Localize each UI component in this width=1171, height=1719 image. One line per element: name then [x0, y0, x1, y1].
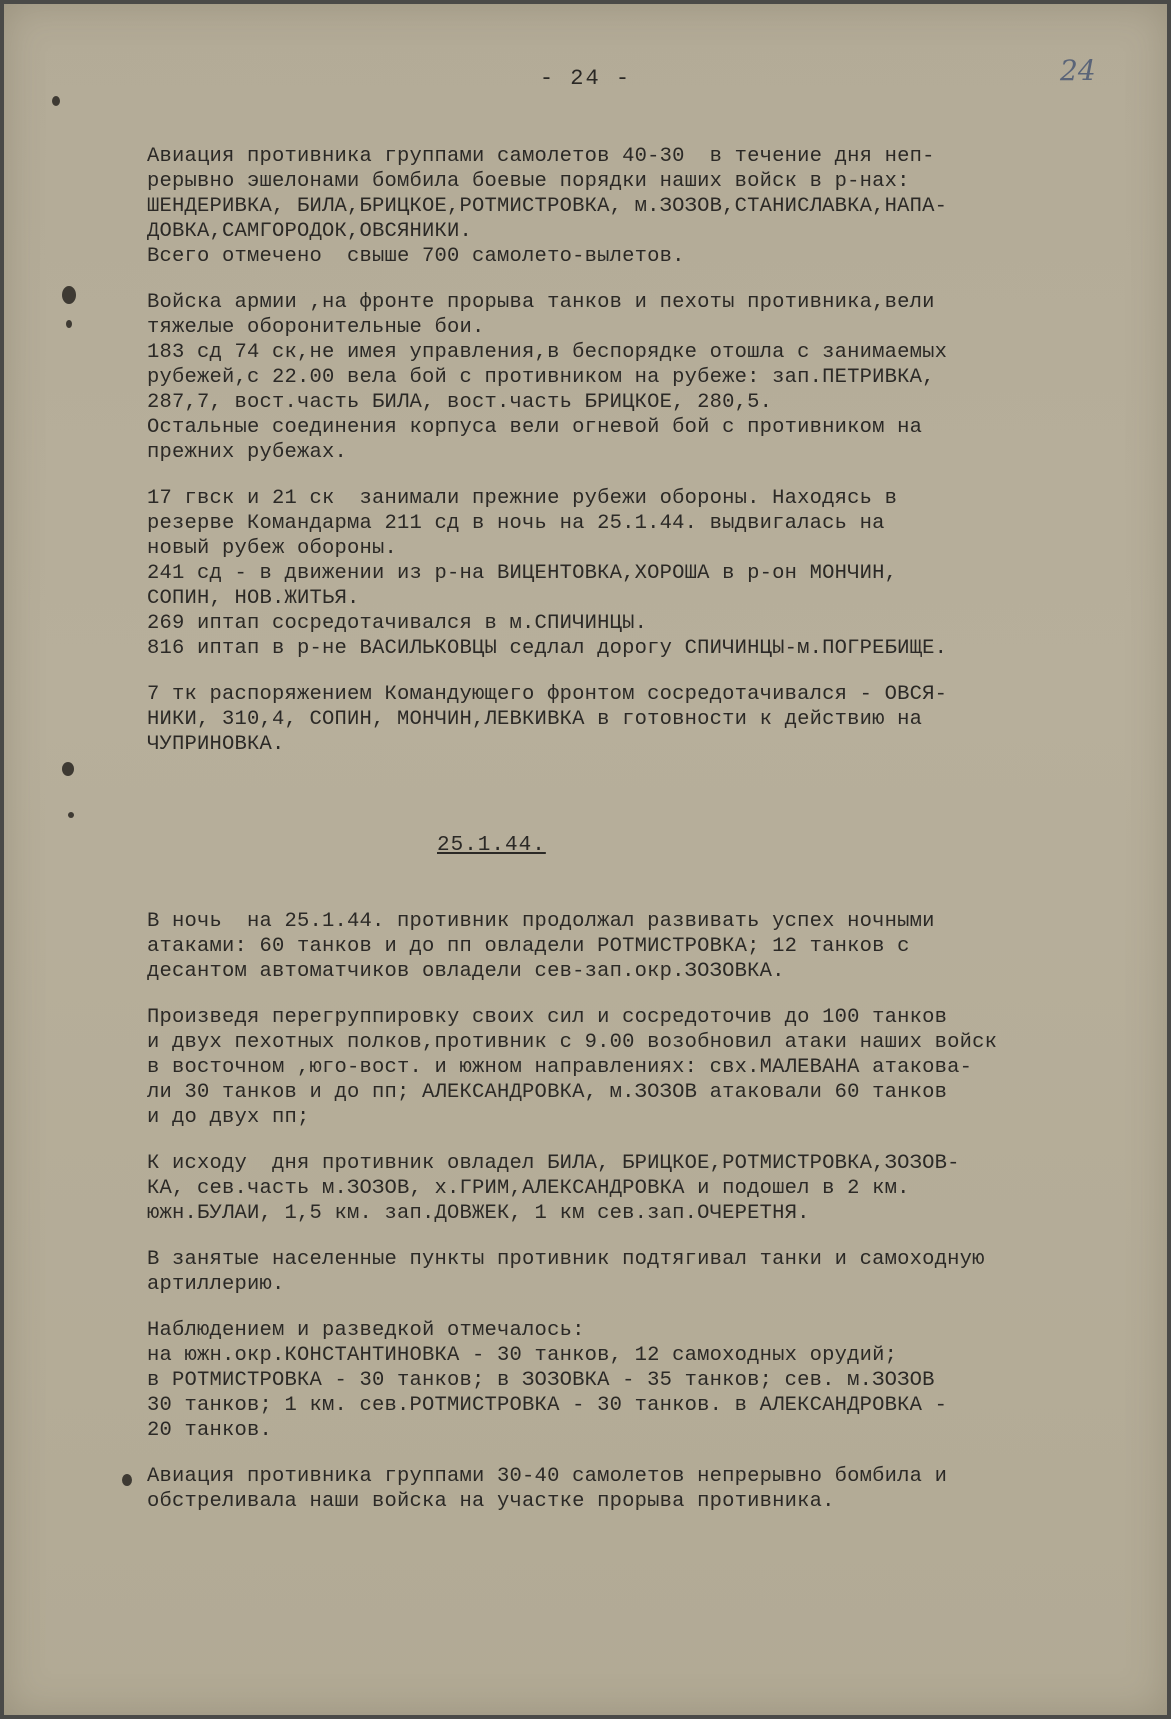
text-line: новый рубеж обороны.: [147, 537, 398, 560]
text-line: 816 иптап в р-не ВАСИЛЬКОВЦЫ седлал дорогу СПИЧИНЦЫ-м.ПОГРЕБИЩЕ.: [147, 637, 948, 660]
text-line: прежних рубежах.: [147, 441, 348, 464]
punch-hole: [68, 812, 74, 818]
text-line: в РОТМИСТРОВКА - 30 танков; в ЗОЗОВКА - 35 танков; сев. м.ЗОЗОВ: [147, 1369, 935, 1392]
text-line: атаками: 60 танков и до пп овладели РОТМИСТРОВКА; 12 танков с: [147, 935, 910, 958]
punch-hole: [52, 96, 60, 106]
paragraph: [147, 909, 1147, 984]
archive-page-number: 24: [1060, 54, 1096, 87]
punch-hole: [66, 320, 72, 328]
text-line: на южн.окр.КОНСТАНТИНОВКА - 30 танков, 12 самоходных орудий;: [147, 1344, 898, 1367]
text-line: 20 танков.: [147, 1419, 273, 1442]
punch-hole: [62, 286, 76, 304]
text-line: К исходу дня противник овладел БИЛА, БРИЦКОЕ,РОТМИСТРОВКА,ЗОЗОВ-: [147, 1152, 960, 1175]
text-line: В ночь на 25.1.44. противник продолжал развивать успех ночными: [147, 910, 935, 933]
text-line: десантом автоматчиков овладели сев-зап.окр.ЗОЗОВКА.: [147, 960, 785, 983]
text-line: южн.БУЛАИ, 1,5 км. зап.ДОВЖЕК, 1 км сев.зап.ОЧЕРЕТНЯ.: [147, 1202, 810, 1225]
text-line: Остальные соединения корпуса вели огневой бой с противником на: [147, 416, 923, 439]
text-line: НИКИ, 310,4, СОПИН, МОНЧИН,ЛЕВКИВКА в готовности к действию на: [147, 708, 923, 731]
text-line: рубежей,с 22.00 вела бой с противником на рубеже: зап.ПЕТРИВКА,: [147, 366, 935, 389]
paragraph: [147, 682, 1147, 757]
page-number: - 24 -: [539, 66, 632, 91]
text-line: и до двух пп;: [147, 1106, 310, 1129]
text-line: резерве Командарма 211 сд в ночь на 25.1.44. выдвигалась на: [147, 512, 885, 535]
date-heading: 25.1.44.: [437, 834, 546, 857]
text-line: Авиация противника группами 30-40 самолетов непрерывно бомбила и: [147, 1465, 948, 1488]
text-line: Всего отмечено свыше 700 самолето-вылетов.: [147, 245, 685, 268]
paragraph: [147, 1005, 1147, 1130]
text-line: тяжелые оборонительные бои.: [147, 316, 485, 339]
text-line: в восточном ,юго-вост. и южном направлениях: свх.МАЛЕВАНА атакова-: [147, 1056, 973, 1079]
text-line: 30 танков; 1 км. сев.РОТМИСТРОВКА - 30 танков. в АЛЕКСАНДРОВКА -: [147, 1394, 948, 1417]
text-line: 269 иптап сосредотачивался в м.СПИЧИНЦЫ.: [147, 612, 648, 635]
paragraph: [147, 1151, 1147, 1226]
paragraph: [147, 144, 1147, 269]
text-line: ли 30 танков и до пп; АЛЕКСАНДРОВКА, м.ЗОЗОВ атаковали 60 танков: [147, 1081, 948, 1104]
paragraph: [147, 290, 1147, 465]
text-line: 287,7, вост.часть БИЛА, вост.часть БРИЦКОЕ, 280,5.: [147, 391, 773, 414]
text-line: СОПИН, НОВ.ЖИТЬЯ.: [147, 587, 360, 610]
paragraph: [147, 1464, 1147, 1514]
report-section-before-date: [147, 144, 1147, 778]
punch-hole: [122, 1474, 132, 1486]
text-line: 241 сд - в движении из р-на ВИЦЕНТОВКА,ХОРОША в р-он МОНЧИН,: [147, 562, 898, 585]
text-line: КА, сев.часть м.ЗОЗОВ, х.ГРИМ,АЛЕКСАНДРОВКА и подошел в 2 км.: [147, 1177, 910, 1200]
text-line: Произведя перегруппировку своих сил и сосредоточив до 100 танков: [147, 1006, 948, 1029]
text-line: и двух пехотных полков,противник с 9.00 возобновил атаки наших войск: [147, 1031, 998, 1054]
report-section-after-date: [147, 909, 1147, 1535]
text-line: артиллерию.: [147, 1273, 285, 1296]
paragraph: [147, 1247, 1147, 1297]
text-line: ДОВКА,САМГОРОДОК,ОВСЯНИКИ.: [147, 220, 473, 243]
text-line: рерывно эшелонами бомбила боевые порядки наших войск в р-нах:: [147, 170, 910, 193]
text-line: Войска армии ,на фронте прорыва танков и пехоты противника,вели: [147, 291, 935, 314]
punch-hole: [62, 762, 74, 776]
text-line: ЧУПРИНОВКА.: [147, 733, 285, 756]
paragraph: [147, 1318, 1147, 1443]
text-line: Авиация противника группами самолетов 40-30 в течение дня неп-: [147, 145, 935, 168]
text-line: 7 тк распоряжением Командующего фронтом сосредотачивался - ОВСЯ-: [147, 683, 948, 706]
text-line: ШЕНДЕРИВКА, БИЛА,БРИЦКОЕ,РОТМИСТРОВКА, м.ЗОЗОВ,СТАНИСЛАВКА,НАПА-: [147, 195, 948, 218]
text-line: В занятые населенные пункты противник подтягивал танки и самоходную: [147, 1248, 985, 1271]
text-line: Наблюдением и разведкой отмечалось:: [147, 1319, 585, 1342]
document-page: [4, 4, 1167, 1715]
text-line: 17 гвск и 21 ск занимали прежние рубежи обороны. Находясь в: [147, 487, 898, 510]
paragraph: [147, 486, 1147, 661]
text-line: 183 сд 74 ск,не имея управления,в беспорядке отошла с занимаемых: [147, 341, 948, 364]
text-line: обстреливала наши войска на участке прорыва противника.: [147, 1490, 835, 1513]
